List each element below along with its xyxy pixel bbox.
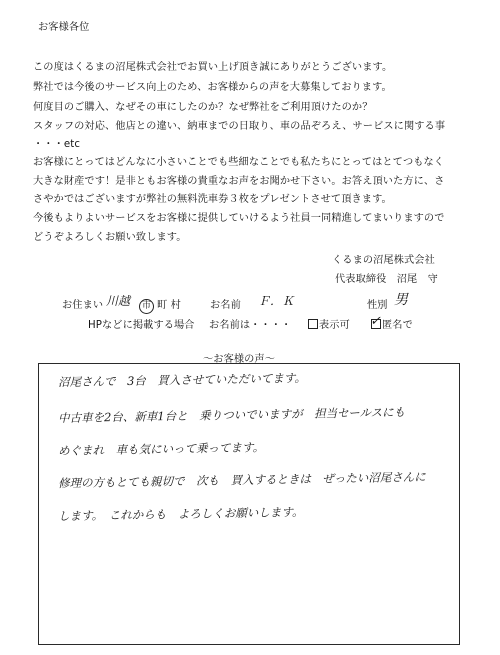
address-handwritten: 川越 xyxy=(106,294,131,308)
letter-line: 何度目のご購入、なぜその車にしたのか？なぜ弊社をご利用頂けたのか？ xyxy=(33,102,373,113)
letter-line: ・・・etc xyxy=(33,139,81,150)
city-circle-mark: 市 xyxy=(139,299,154,314)
name-label: お名前 xyxy=(210,300,241,311)
show-checkbox xyxy=(308,319,318,329)
voice-line: します。 これからも よろしくお願いします。 xyxy=(57,504,304,524)
letter-line: 大きな財産です！是非ともお客様の貴重なお声をお聞かせ下さい。お答え頂いた方に、さ xyxy=(33,176,445,187)
letter-line: スタッフの対応、他店との違い、納車までの日取り、車の品ぞろえ、サービスに関する事 xyxy=(33,121,446,132)
address-label: お住まい xyxy=(62,300,104,311)
letter-line: この度はくるまの沼尾株式会社でお買い上げ頂き誠にありがとうございます。 xyxy=(33,62,393,73)
option-show-label: 表示可 xyxy=(319,320,350,331)
salutation: お客様各位 xyxy=(38,22,90,33)
address-city-circled xyxy=(139,293,154,314)
publish-name-label: お名前は・・・・ xyxy=(209,320,292,331)
letter-line: 今後もよりよいサービスをお客様に提供していけるよう社員一同精進してまいりますので xyxy=(33,213,445,224)
name-value: Ｆ．Ｋ xyxy=(258,294,295,308)
address-suffix: 町 村 xyxy=(157,300,181,311)
voice-line: 沼尾さんで 3台 買入させていただいてます。 xyxy=(57,370,307,390)
voice-line: 修理の方もとても親切で 次も 買入するときは ぜったい沼尾さんに xyxy=(57,469,426,491)
option-show xyxy=(308,316,350,331)
anonymous-checkbox xyxy=(370,314,381,329)
representative: 代表取締役 沼尾 守 xyxy=(335,274,438,285)
letter-line: お客様にとってはどんなに小さいことでも些細なことでも私たちにとってはとてつもなく xyxy=(33,157,445,168)
gender-value: 男 xyxy=(394,292,408,308)
voice-line: 中古車を2台、新車1台と 乗りついでいますが 担当セールスにも xyxy=(57,404,406,426)
company-name: くるまの沼尾株式会社 xyxy=(332,255,435,266)
publish-label: HPなどに掲載する場合 xyxy=(88,320,195,331)
voice-title: ～お客様の声～ xyxy=(203,354,276,365)
letter-line: さやかではございますが弊社の無料洗車券３枚をプレゼントさせて頂きます。 xyxy=(33,194,392,205)
option-anonymous xyxy=(371,316,413,331)
gender-label: 性別 xyxy=(367,300,388,311)
option-anonymous-label: 匿名で xyxy=(382,320,413,331)
check-mark-icon: ✓ xyxy=(370,314,381,329)
letter-line: 弊社では今後のサービス向上のため、お客様からの声を大募集しております。 xyxy=(33,82,392,93)
letter-line: どうぞよろしくお願い致します。 xyxy=(33,232,187,243)
voice-line: めぐまれ 車も気にいって乗ってます。 xyxy=(57,440,265,458)
